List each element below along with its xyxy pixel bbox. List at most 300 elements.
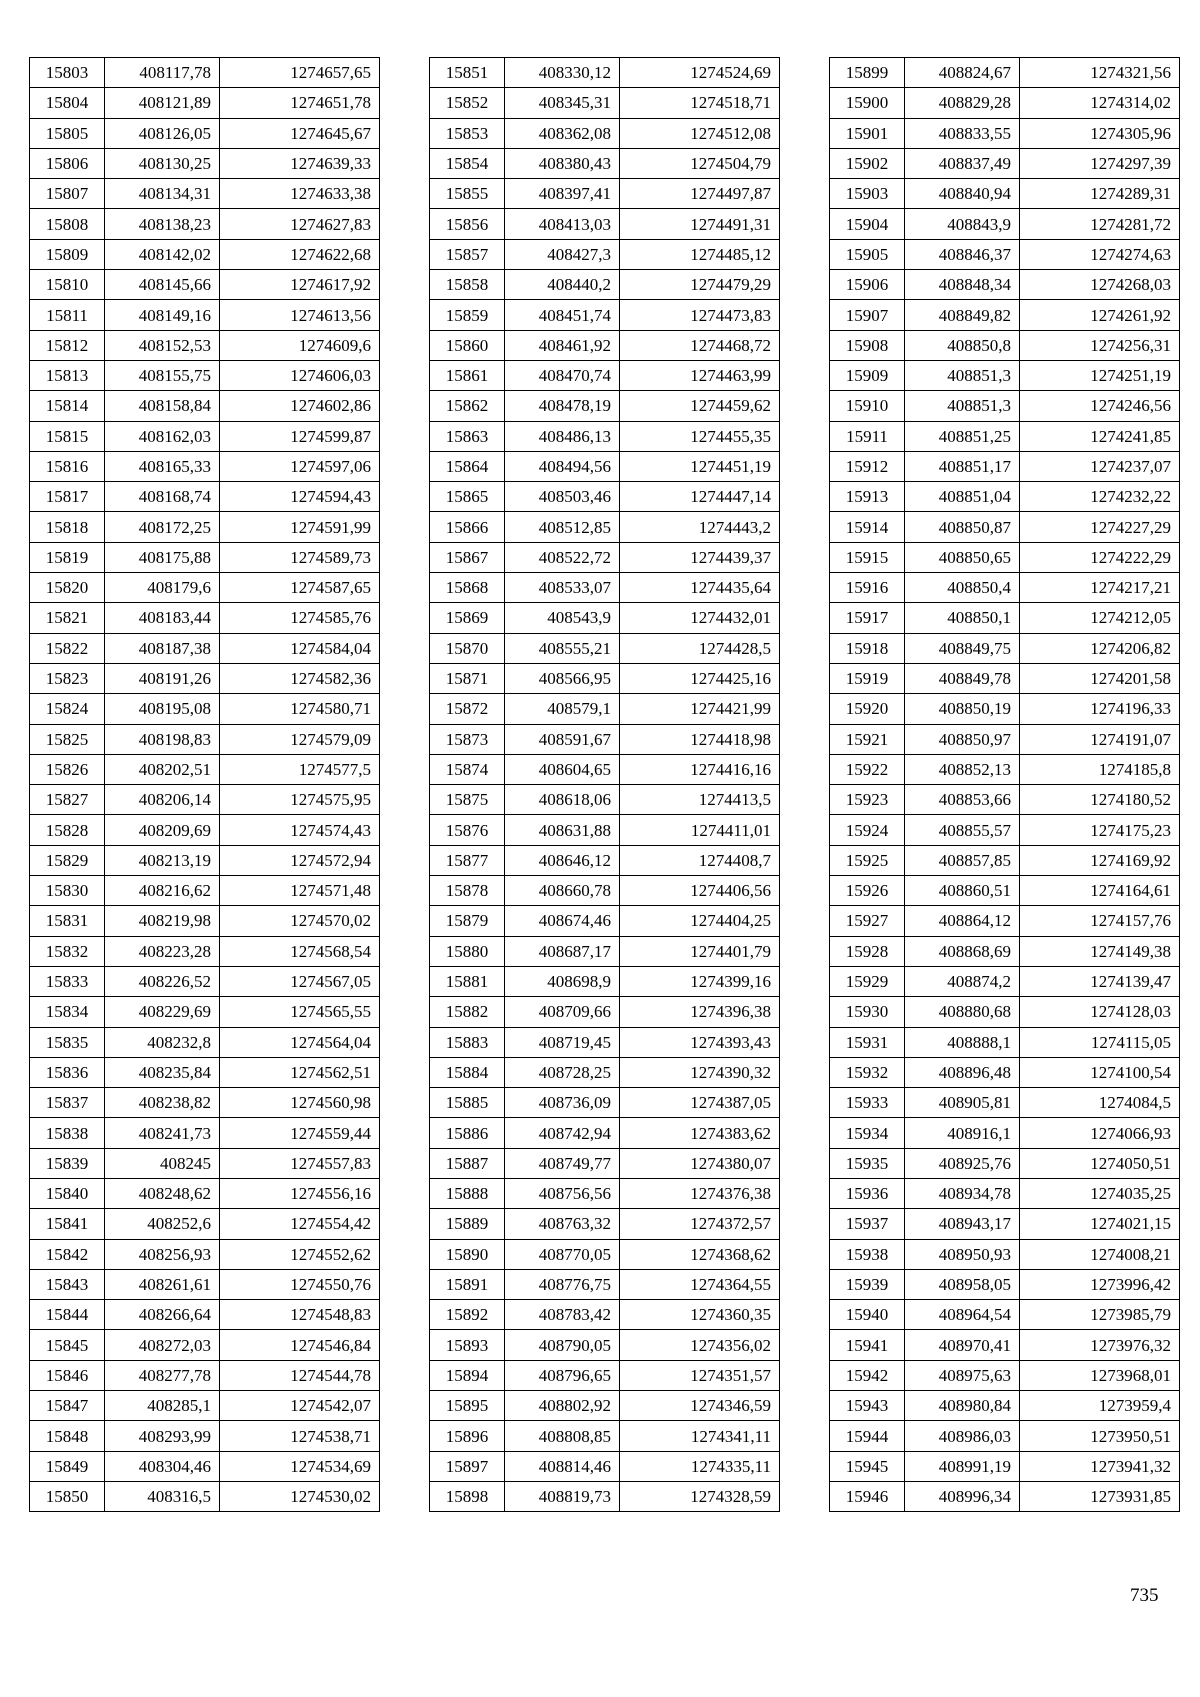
x-coordinate-cell: 408427,3 xyxy=(505,239,620,269)
table-row xyxy=(830,1057,1180,1087)
point-id-cell: 15814 xyxy=(30,391,105,421)
x-coordinate-cell: 408187,38 xyxy=(105,633,220,663)
point-id-cell: 15907 xyxy=(830,300,905,330)
point-id-cell: 15811 xyxy=(30,300,105,330)
y-coordinate-cell: 1274050,51 xyxy=(1020,1148,1180,1178)
y-coordinate-cell: 1274066,93 xyxy=(1020,1118,1180,1148)
table-row xyxy=(830,1391,1180,1421)
table-row xyxy=(430,451,780,481)
y-coordinate-cell: 1273941,32 xyxy=(1020,1451,1180,1481)
x-coordinate-cell: 408950,93 xyxy=(905,1239,1020,1269)
x-coordinate-cell: 408266,64 xyxy=(105,1300,220,1330)
point-id-cell: 15835 xyxy=(30,1027,105,1057)
point-id-cell: 15830 xyxy=(30,876,105,906)
point-id-cell: 15932 xyxy=(830,1057,905,1087)
x-coordinate-cell: 408970,41 xyxy=(905,1330,1020,1360)
y-coordinate-cell: 1274556,16 xyxy=(220,1178,380,1208)
table-row xyxy=(30,966,380,996)
point-id-cell: 15904 xyxy=(830,209,905,239)
x-coordinate-cell: 408631,88 xyxy=(505,815,620,845)
y-coordinate-cell: 1274380,07 xyxy=(620,1148,780,1178)
point-id-cell: 15923 xyxy=(830,785,905,815)
point-id-cell: 15910 xyxy=(830,391,905,421)
x-coordinate-cell: 408285,1 xyxy=(105,1391,220,1421)
point-id-cell: 15928 xyxy=(830,936,905,966)
table-row xyxy=(430,603,780,633)
y-coordinate-cell: 1274568,54 xyxy=(220,936,380,966)
table-row xyxy=(30,876,380,906)
x-coordinate-cell: 408857,85 xyxy=(905,845,1020,875)
table-row xyxy=(430,1178,780,1208)
point-id-cell: 15925 xyxy=(830,845,905,875)
point-id-cell: 15875 xyxy=(430,785,505,815)
table-row xyxy=(30,300,380,330)
y-coordinate-cell: 1274606,03 xyxy=(220,360,380,390)
x-coordinate-cell: 408860,51 xyxy=(905,876,1020,906)
x-coordinate-cell: 408362,08 xyxy=(505,118,620,148)
table-row xyxy=(30,663,380,693)
point-id-cell: 15916 xyxy=(830,573,905,603)
table-row xyxy=(30,1027,380,1057)
y-coordinate-cell: 1274562,51 xyxy=(220,1057,380,1087)
table-row xyxy=(830,300,1180,330)
x-coordinate-cell: 408975,63 xyxy=(905,1360,1020,1390)
table-row xyxy=(30,1481,380,1511)
y-coordinate-cell: 1274360,35 xyxy=(620,1300,780,1330)
table-row xyxy=(30,1391,380,1421)
point-id-cell: 15842 xyxy=(30,1239,105,1269)
y-coordinate-cell: 1274393,43 xyxy=(620,1027,780,1057)
table-row xyxy=(830,906,1180,936)
table-body xyxy=(830,58,1180,1512)
x-coordinate-cell: 408226,52 xyxy=(105,966,220,996)
y-coordinate-cell: 1274432,01 xyxy=(620,603,780,633)
table-row xyxy=(30,542,380,572)
table-row xyxy=(830,573,1180,603)
x-coordinate-cell: 408846,37 xyxy=(905,239,1020,269)
x-coordinate-cell: 408849,75 xyxy=(905,633,1020,663)
point-id-cell: 15852 xyxy=(430,88,505,118)
x-coordinate-cell: 408121,89 xyxy=(105,88,220,118)
x-coordinate-cell: 408824,67 xyxy=(905,58,1020,88)
table-row xyxy=(430,694,780,724)
table-row xyxy=(430,148,780,178)
x-coordinate-cell: 408819,73 xyxy=(505,1481,620,1511)
point-id-cell: 15849 xyxy=(30,1451,105,1481)
table-row xyxy=(830,270,1180,300)
table-row xyxy=(430,876,780,906)
table-row xyxy=(430,360,780,390)
x-coordinate-cell: 408304,46 xyxy=(105,1451,220,1481)
table-row xyxy=(830,421,1180,451)
x-coordinate-cell: 408843,9 xyxy=(905,209,1020,239)
y-coordinate-cell: 1274584,04 xyxy=(220,633,380,663)
table-row xyxy=(830,1118,1180,1148)
point-id-cell: 15930 xyxy=(830,997,905,1027)
point-id-cell: 15832 xyxy=(30,936,105,966)
table-row xyxy=(430,482,780,512)
table-row xyxy=(830,451,1180,481)
point-id-cell: 15806 xyxy=(30,148,105,178)
table-row xyxy=(430,209,780,239)
point-id-cell: 15943 xyxy=(830,1391,905,1421)
table-row xyxy=(30,785,380,815)
point-id-cell: 15844 xyxy=(30,1300,105,1330)
point-id-cell: 15895 xyxy=(430,1391,505,1421)
x-coordinate-cell: 408986,03 xyxy=(905,1421,1020,1451)
y-coordinate-cell: 1274387,05 xyxy=(620,1088,780,1118)
point-id-cell: 15826 xyxy=(30,754,105,784)
point-id-cell: 15912 xyxy=(830,451,905,481)
y-coordinate-cell: 1274564,04 xyxy=(220,1027,380,1057)
y-coordinate-cell: 1274550,76 xyxy=(220,1269,380,1299)
table-row xyxy=(830,785,1180,815)
table-row xyxy=(30,330,380,360)
x-coordinate-cell: 408209,69 xyxy=(105,815,220,845)
y-coordinate-cell: 1274597,06 xyxy=(220,451,380,481)
y-coordinate-cell: 1274591,99 xyxy=(220,512,380,542)
x-coordinate-cell: 408850,87 xyxy=(905,512,1020,542)
y-coordinate-cell: 1274399,16 xyxy=(620,966,780,996)
y-coordinate-cell: 1274246,56 xyxy=(1020,391,1180,421)
table-row xyxy=(830,179,1180,209)
point-id-cell: 15906 xyxy=(830,270,905,300)
table-row xyxy=(30,270,380,300)
table-row xyxy=(830,330,1180,360)
table-row xyxy=(830,1360,1180,1390)
x-coordinate-cell: 408916,1 xyxy=(905,1118,1020,1148)
table-row xyxy=(430,573,780,603)
x-coordinate-cell: 408660,78 xyxy=(505,876,620,906)
y-coordinate-cell: 1274321,56 xyxy=(1020,58,1180,88)
table-row xyxy=(30,1148,380,1178)
x-coordinate-cell: 408802,92 xyxy=(505,1391,620,1421)
x-coordinate-cell: 408195,08 xyxy=(105,694,220,724)
y-coordinate-cell: 1274544,78 xyxy=(220,1360,380,1390)
table-row xyxy=(830,148,1180,178)
point-id-cell: 15867 xyxy=(430,542,505,572)
x-coordinate-cell: 408272,03 xyxy=(105,1330,220,1360)
point-id-cell: 15840 xyxy=(30,1178,105,1208)
y-coordinate-cell: 1274571,48 xyxy=(220,876,380,906)
x-coordinate-cell: 408494,56 xyxy=(505,451,620,481)
table-row xyxy=(430,1421,780,1451)
point-id-cell: 15847 xyxy=(30,1391,105,1421)
y-coordinate-cell: 1274305,96 xyxy=(1020,118,1180,148)
point-id-cell: 15812 xyxy=(30,330,105,360)
y-coordinate-cell: 1274479,29 xyxy=(620,270,780,300)
point-id-cell: 15836 xyxy=(30,1057,105,1087)
table-row xyxy=(430,754,780,784)
table-row xyxy=(830,845,1180,875)
x-coordinate-cell: 408674,46 xyxy=(505,906,620,936)
y-coordinate-cell: 1274468,72 xyxy=(620,330,780,360)
point-id-cell: 15879 xyxy=(430,906,505,936)
x-coordinate-cell: 408232,8 xyxy=(105,1027,220,1057)
point-id-cell: 15882 xyxy=(430,997,505,1027)
x-coordinate-cell: 408736,09 xyxy=(505,1088,620,1118)
point-id-cell: 15846 xyxy=(30,1360,105,1390)
y-coordinate-cell: 1274232,22 xyxy=(1020,482,1180,512)
table-row xyxy=(430,118,780,148)
y-coordinate-cell: 1274548,83 xyxy=(220,1300,380,1330)
x-coordinate-cell: 408138,23 xyxy=(105,209,220,239)
table-row xyxy=(830,482,1180,512)
x-coordinate-cell: 408202,51 xyxy=(105,754,220,784)
table-row xyxy=(830,876,1180,906)
table-row xyxy=(30,1088,380,1118)
x-coordinate-cell: 408451,74 xyxy=(505,300,620,330)
point-id-cell: 15803 xyxy=(30,58,105,88)
point-id-cell: 15833 xyxy=(30,966,105,996)
y-coordinate-cell: 1273976,32 xyxy=(1020,1330,1180,1360)
x-coordinate-cell: 408851,25 xyxy=(905,421,1020,451)
point-id-cell: 15884 xyxy=(430,1057,505,1087)
y-coordinate-cell: 1274567,05 xyxy=(220,966,380,996)
point-id-cell: 15937 xyxy=(830,1209,905,1239)
coordinate-table-2 xyxy=(429,57,780,1512)
point-id-cell: 15807 xyxy=(30,179,105,209)
table-row xyxy=(430,997,780,1027)
y-coordinate-cell: 1274206,82 xyxy=(1020,633,1180,663)
y-coordinate-cell: 1274463,99 xyxy=(620,360,780,390)
y-coordinate-cell: 1274328,59 xyxy=(620,1481,780,1511)
point-id-cell: 15874 xyxy=(430,754,505,784)
table-row xyxy=(430,270,780,300)
point-id-cell: 15815 xyxy=(30,421,105,451)
point-id-cell: 15922 xyxy=(830,754,905,784)
y-coordinate-cell: 1274582,36 xyxy=(220,663,380,693)
x-coordinate-cell: 408850,4 xyxy=(905,573,1020,603)
point-id-cell: 15876 xyxy=(430,815,505,845)
x-coordinate-cell: 408461,92 xyxy=(505,330,620,360)
point-id-cell: 15885 xyxy=(430,1088,505,1118)
y-coordinate-cell: 1274372,57 xyxy=(620,1209,780,1239)
y-coordinate-cell: 1274651,78 xyxy=(220,88,380,118)
y-coordinate-cell: 1274455,35 xyxy=(620,421,780,451)
table-row xyxy=(830,1178,1180,1208)
y-coordinate-cell: 1274416,16 xyxy=(620,754,780,784)
table-row xyxy=(430,906,780,936)
table-row xyxy=(830,512,1180,542)
y-coordinate-cell: 1274251,19 xyxy=(1020,360,1180,390)
table-row xyxy=(30,421,380,451)
y-coordinate-cell: 1274413,5 xyxy=(620,785,780,815)
table-row xyxy=(430,785,780,815)
table-row xyxy=(30,603,380,633)
x-coordinate-cell: 408223,28 xyxy=(105,936,220,966)
table-row xyxy=(30,239,380,269)
point-id-cell: 15877 xyxy=(430,845,505,875)
y-coordinate-cell: 1274289,31 xyxy=(1020,179,1180,209)
table-row xyxy=(430,663,780,693)
y-coordinate-cell: 1274421,99 xyxy=(620,694,780,724)
y-coordinate-cell: 1274574,43 xyxy=(220,815,380,845)
point-id-cell: 15915 xyxy=(830,542,905,572)
coordinate-table-3 xyxy=(829,57,1180,1512)
x-coordinate-cell: 408591,67 xyxy=(505,724,620,754)
x-coordinate-cell: 408996,34 xyxy=(905,1481,1020,1511)
x-coordinate-cell: 408245 xyxy=(105,1148,220,1178)
table-row xyxy=(30,1451,380,1481)
table-row xyxy=(830,633,1180,663)
point-id-cell: 15834 xyxy=(30,997,105,1027)
point-id-cell: 15938 xyxy=(830,1239,905,1269)
table-row xyxy=(830,1088,1180,1118)
x-coordinate-cell: 408316,5 xyxy=(105,1481,220,1511)
point-id-cell: 15899 xyxy=(830,58,905,88)
y-coordinate-cell: 1274594,43 xyxy=(220,482,380,512)
y-coordinate-cell: 1274459,62 xyxy=(620,391,780,421)
table-row xyxy=(30,118,380,148)
table-row xyxy=(430,966,780,996)
point-id-cell: 15829 xyxy=(30,845,105,875)
x-coordinate-cell: 408330,12 xyxy=(505,58,620,88)
point-id-cell: 15894 xyxy=(430,1360,505,1390)
y-coordinate-cell: 1273985,79 xyxy=(1020,1300,1180,1330)
coordinate-table-1 xyxy=(29,57,380,1512)
point-id-cell: 15883 xyxy=(430,1027,505,1057)
x-coordinate-cell: 408770,05 xyxy=(505,1239,620,1269)
y-coordinate-cell: 1274157,76 xyxy=(1020,906,1180,936)
y-coordinate-cell: 1274376,38 xyxy=(620,1178,780,1208)
x-coordinate-cell: 408172,25 xyxy=(105,512,220,542)
point-id-cell: 15872 xyxy=(430,694,505,724)
x-coordinate-cell: 408198,83 xyxy=(105,724,220,754)
x-coordinate-cell: 408851,3 xyxy=(905,391,1020,421)
point-id-cell: 15859 xyxy=(430,300,505,330)
table-row xyxy=(830,1239,1180,1269)
point-id-cell: 15905 xyxy=(830,239,905,269)
y-coordinate-cell: 1274128,03 xyxy=(1020,997,1180,1027)
x-coordinate-cell: 408380,43 xyxy=(505,148,620,178)
y-coordinate-cell: 1274180,52 xyxy=(1020,785,1180,815)
y-coordinate-cell: 1274602,86 xyxy=(220,391,380,421)
point-id-cell: 15881 xyxy=(430,966,505,996)
x-coordinate-cell: 408533,07 xyxy=(505,573,620,603)
y-coordinate-cell: 1273950,51 xyxy=(1020,1421,1180,1451)
table-row xyxy=(830,118,1180,148)
x-coordinate-cell: 408808,85 xyxy=(505,1421,620,1451)
table-row xyxy=(830,58,1180,88)
x-coordinate-cell: 408470,74 xyxy=(505,360,620,390)
table-row xyxy=(430,1269,780,1299)
table-row xyxy=(430,1027,780,1057)
x-coordinate-cell: 408155,75 xyxy=(105,360,220,390)
x-coordinate-cell: 408849,82 xyxy=(905,300,1020,330)
y-coordinate-cell: 1274577,5 xyxy=(220,754,380,784)
x-coordinate-cell: 408814,46 xyxy=(505,1451,620,1481)
y-coordinate-cell: 1274534,69 xyxy=(220,1451,380,1481)
table-row xyxy=(30,694,380,724)
table-row xyxy=(430,1300,780,1330)
y-coordinate-cell: 1274439,37 xyxy=(620,542,780,572)
x-coordinate-cell: 408478,19 xyxy=(505,391,620,421)
table-row xyxy=(830,724,1180,754)
table-row xyxy=(30,58,380,88)
x-coordinate-cell: 408943,17 xyxy=(905,1209,1020,1239)
x-coordinate-cell: 408874,2 xyxy=(905,966,1020,996)
y-coordinate-cell: 1274297,39 xyxy=(1020,148,1180,178)
y-coordinate-cell: 1274237,07 xyxy=(1020,451,1180,481)
x-coordinate-cell: 408964,54 xyxy=(905,1300,1020,1330)
point-id-cell: 15845 xyxy=(30,1330,105,1360)
point-id-cell: 15898 xyxy=(430,1481,505,1511)
point-id-cell: 15870 xyxy=(430,633,505,663)
y-coordinate-cell: 1274241,85 xyxy=(1020,421,1180,451)
x-coordinate-cell: 408256,93 xyxy=(105,1239,220,1269)
table-row xyxy=(830,1027,1180,1057)
y-coordinate-cell: 1274364,55 xyxy=(620,1269,780,1299)
y-coordinate-cell: 1274217,21 xyxy=(1020,573,1180,603)
y-coordinate-cell: 1274485,12 xyxy=(620,239,780,269)
y-coordinate-cell: 1274552,62 xyxy=(220,1239,380,1269)
table-row xyxy=(30,1330,380,1360)
x-coordinate-cell: 408219,98 xyxy=(105,906,220,936)
y-coordinate-cell: 1274645,67 xyxy=(220,118,380,148)
y-coordinate-cell: 1274164,61 xyxy=(1020,876,1180,906)
table-row xyxy=(830,1148,1180,1178)
point-id-cell: 15944 xyxy=(830,1421,905,1451)
x-coordinate-cell: 408175,88 xyxy=(105,542,220,572)
point-id-cell: 15858 xyxy=(430,270,505,300)
y-coordinate-cell: 1274530,02 xyxy=(220,1481,380,1511)
table-row xyxy=(830,1481,1180,1511)
point-id-cell: 15804 xyxy=(30,88,105,118)
table-row xyxy=(30,1300,380,1330)
x-coordinate-cell: 408503,46 xyxy=(505,482,620,512)
y-coordinate-cell: 1274335,11 xyxy=(620,1451,780,1481)
table-row xyxy=(830,815,1180,845)
x-coordinate-cell: 408849,78 xyxy=(905,663,1020,693)
point-id-cell: 15824 xyxy=(30,694,105,724)
x-coordinate-cell: 408749,77 xyxy=(505,1148,620,1178)
y-coordinate-cell: 1274191,07 xyxy=(1020,724,1180,754)
table-row xyxy=(430,1360,780,1390)
table-row xyxy=(30,936,380,966)
y-coordinate-cell: 1273996,42 xyxy=(1020,1269,1180,1299)
table-row xyxy=(30,845,380,875)
point-id-cell: 15913 xyxy=(830,482,905,512)
page-number: 735 xyxy=(1130,1585,1159,1606)
table-row xyxy=(830,360,1180,390)
y-coordinate-cell: 1274633,38 xyxy=(220,179,380,209)
y-coordinate-cell: 1274589,73 xyxy=(220,542,380,572)
y-coordinate-cell: 1274473,83 xyxy=(620,300,780,330)
table-row xyxy=(30,360,380,390)
table-row xyxy=(430,724,780,754)
y-coordinate-cell: 1274538,71 xyxy=(220,1421,380,1451)
point-id-cell: 15860 xyxy=(430,330,505,360)
table-row xyxy=(830,966,1180,996)
x-coordinate-cell: 408277,78 xyxy=(105,1360,220,1390)
table-row xyxy=(430,633,780,663)
table-row xyxy=(430,1451,780,1481)
point-id-cell: 15889 xyxy=(430,1209,505,1239)
y-coordinate-cell: 1274639,33 xyxy=(220,148,380,178)
table-row xyxy=(430,88,780,118)
point-id-cell: 15886 xyxy=(430,1118,505,1148)
point-id-cell: 15887 xyxy=(430,1148,505,1178)
x-coordinate-cell: 408130,25 xyxy=(105,148,220,178)
x-coordinate-cell: 408293,99 xyxy=(105,1421,220,1451)
table-row xyxy=(430,1330,780,1360)
y-coordinate-cell: 1274196,33 xyxy=(1020,694,1180,724)
point-id-cell: 15926 xyxy=(830,876,905,906)
y-coordinate-cell: 1274169,92 xyxy=(1020,845,1180,875)
point-id-cell: 15839 xyxy=(30,1148,105,1178)
table-row xyxy=(430,1391,780,1421)
